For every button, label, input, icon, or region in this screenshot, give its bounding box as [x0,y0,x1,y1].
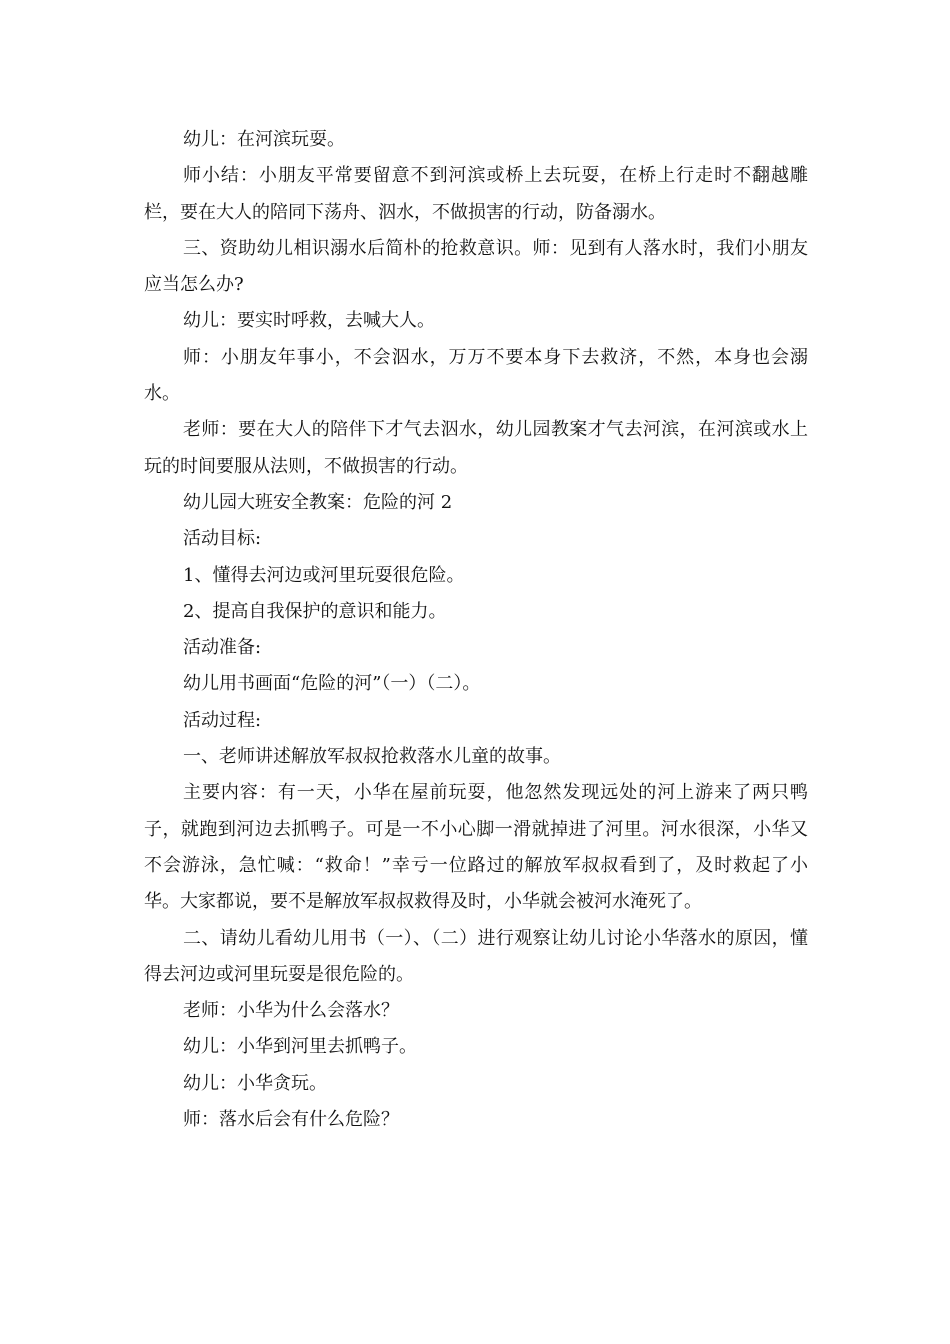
dialogue-teacher-question: 老师：小华为什么会落水？ [183,1000,399,1022]
process-step-two: 二、请幼儿看幼儿用书（一）、（二）进行观察让幼儿讨论小华落水的原因，懂得去河边或河里玩耍是很危险的。 [144,927,808,985]
paragraph-section-three: 三、资助幼儿相识溺水后简朴的抢救意识。师：见到有人落水时，我们小朋友应当怎么办? [144,237,808,296]
goal-item-1: 1、懂得去河边或河里玩耍很危险。 [183,564,465,586]
dialogue-child-answer-2: 幼儿：小华贪玩。 [183,1072,327,1094]
document-body [144,122,808,1138]
lesson-title: 幼儿园大班安全教案：危险的河 2 [183,491,453,513]
paragraph-child-answer-call-help: 幼儿：要实时呼救，去喊大人。 [183,310,435,332]
heading-activity-goals: 活动目标: [183,528,262,550]
preparation-item: 幼儿用书画面“危险的河”（一）（二）。 [183,673,481,695]
goal-item-2: 2、提高自我保护的意识和能力。 [183,600,447,622]
process-step-one: 一、老师讲述解放军叔叔抢救落水儿童的故事。 [183,746,561,768]
dialogue-child-answer-1: 幼儿：小华到河里去抓鸭子。 [183,1036,417,1058]
paragraph-teacher-rules: 老师：要在大人的陪伴下才气去泅水，幼儿园教案才气去河滨，在河滨或水上玩的时间要服从法则，不做损害的行动。 [144,419,808,477]
paragraph-child-answer-river: 幼儿：在河滨玩耍。 [183,129,345,150]
story-main-content: 主要内容：有一天，小华在屋前玩耍，他忽然发现远处的河上游来了两只鸭子，就跑到河边去抓鸭子。可是一不小心脚一滑就掉进了河里。河水很深，小华又不会游泳，急忙喊：“救命！”幸亏一位路过的解放军叔叔看到了，及时救起了小华。大家都说，要不是解放军叔叔救得及时，小华就会被河水淹死了。 [144,782,808,913]
paragraph-teacher-warning: 师：小朋友年事小，不会泅水，万万不要本身下去救济，不然，本身也会溺水。 [144,346,808,405]
paragraph-teacher-summary: 师小结：小朋友平常要留意不到河滨或桥上去玩耍，在桥上行走时不翻越雕栏，要在大人的陪同下荡舟、泅水，不做损害的行动，防备溺水。 [144,165,808,223]
heading-activity-process: 活动过程: [183,709,262,731]
heading-activity-preparation: 活动准备: [183,637,262,659]
dialogue-teacher-question-2: 师：落水后会有什么危险？ [183,1109,399,1131]
